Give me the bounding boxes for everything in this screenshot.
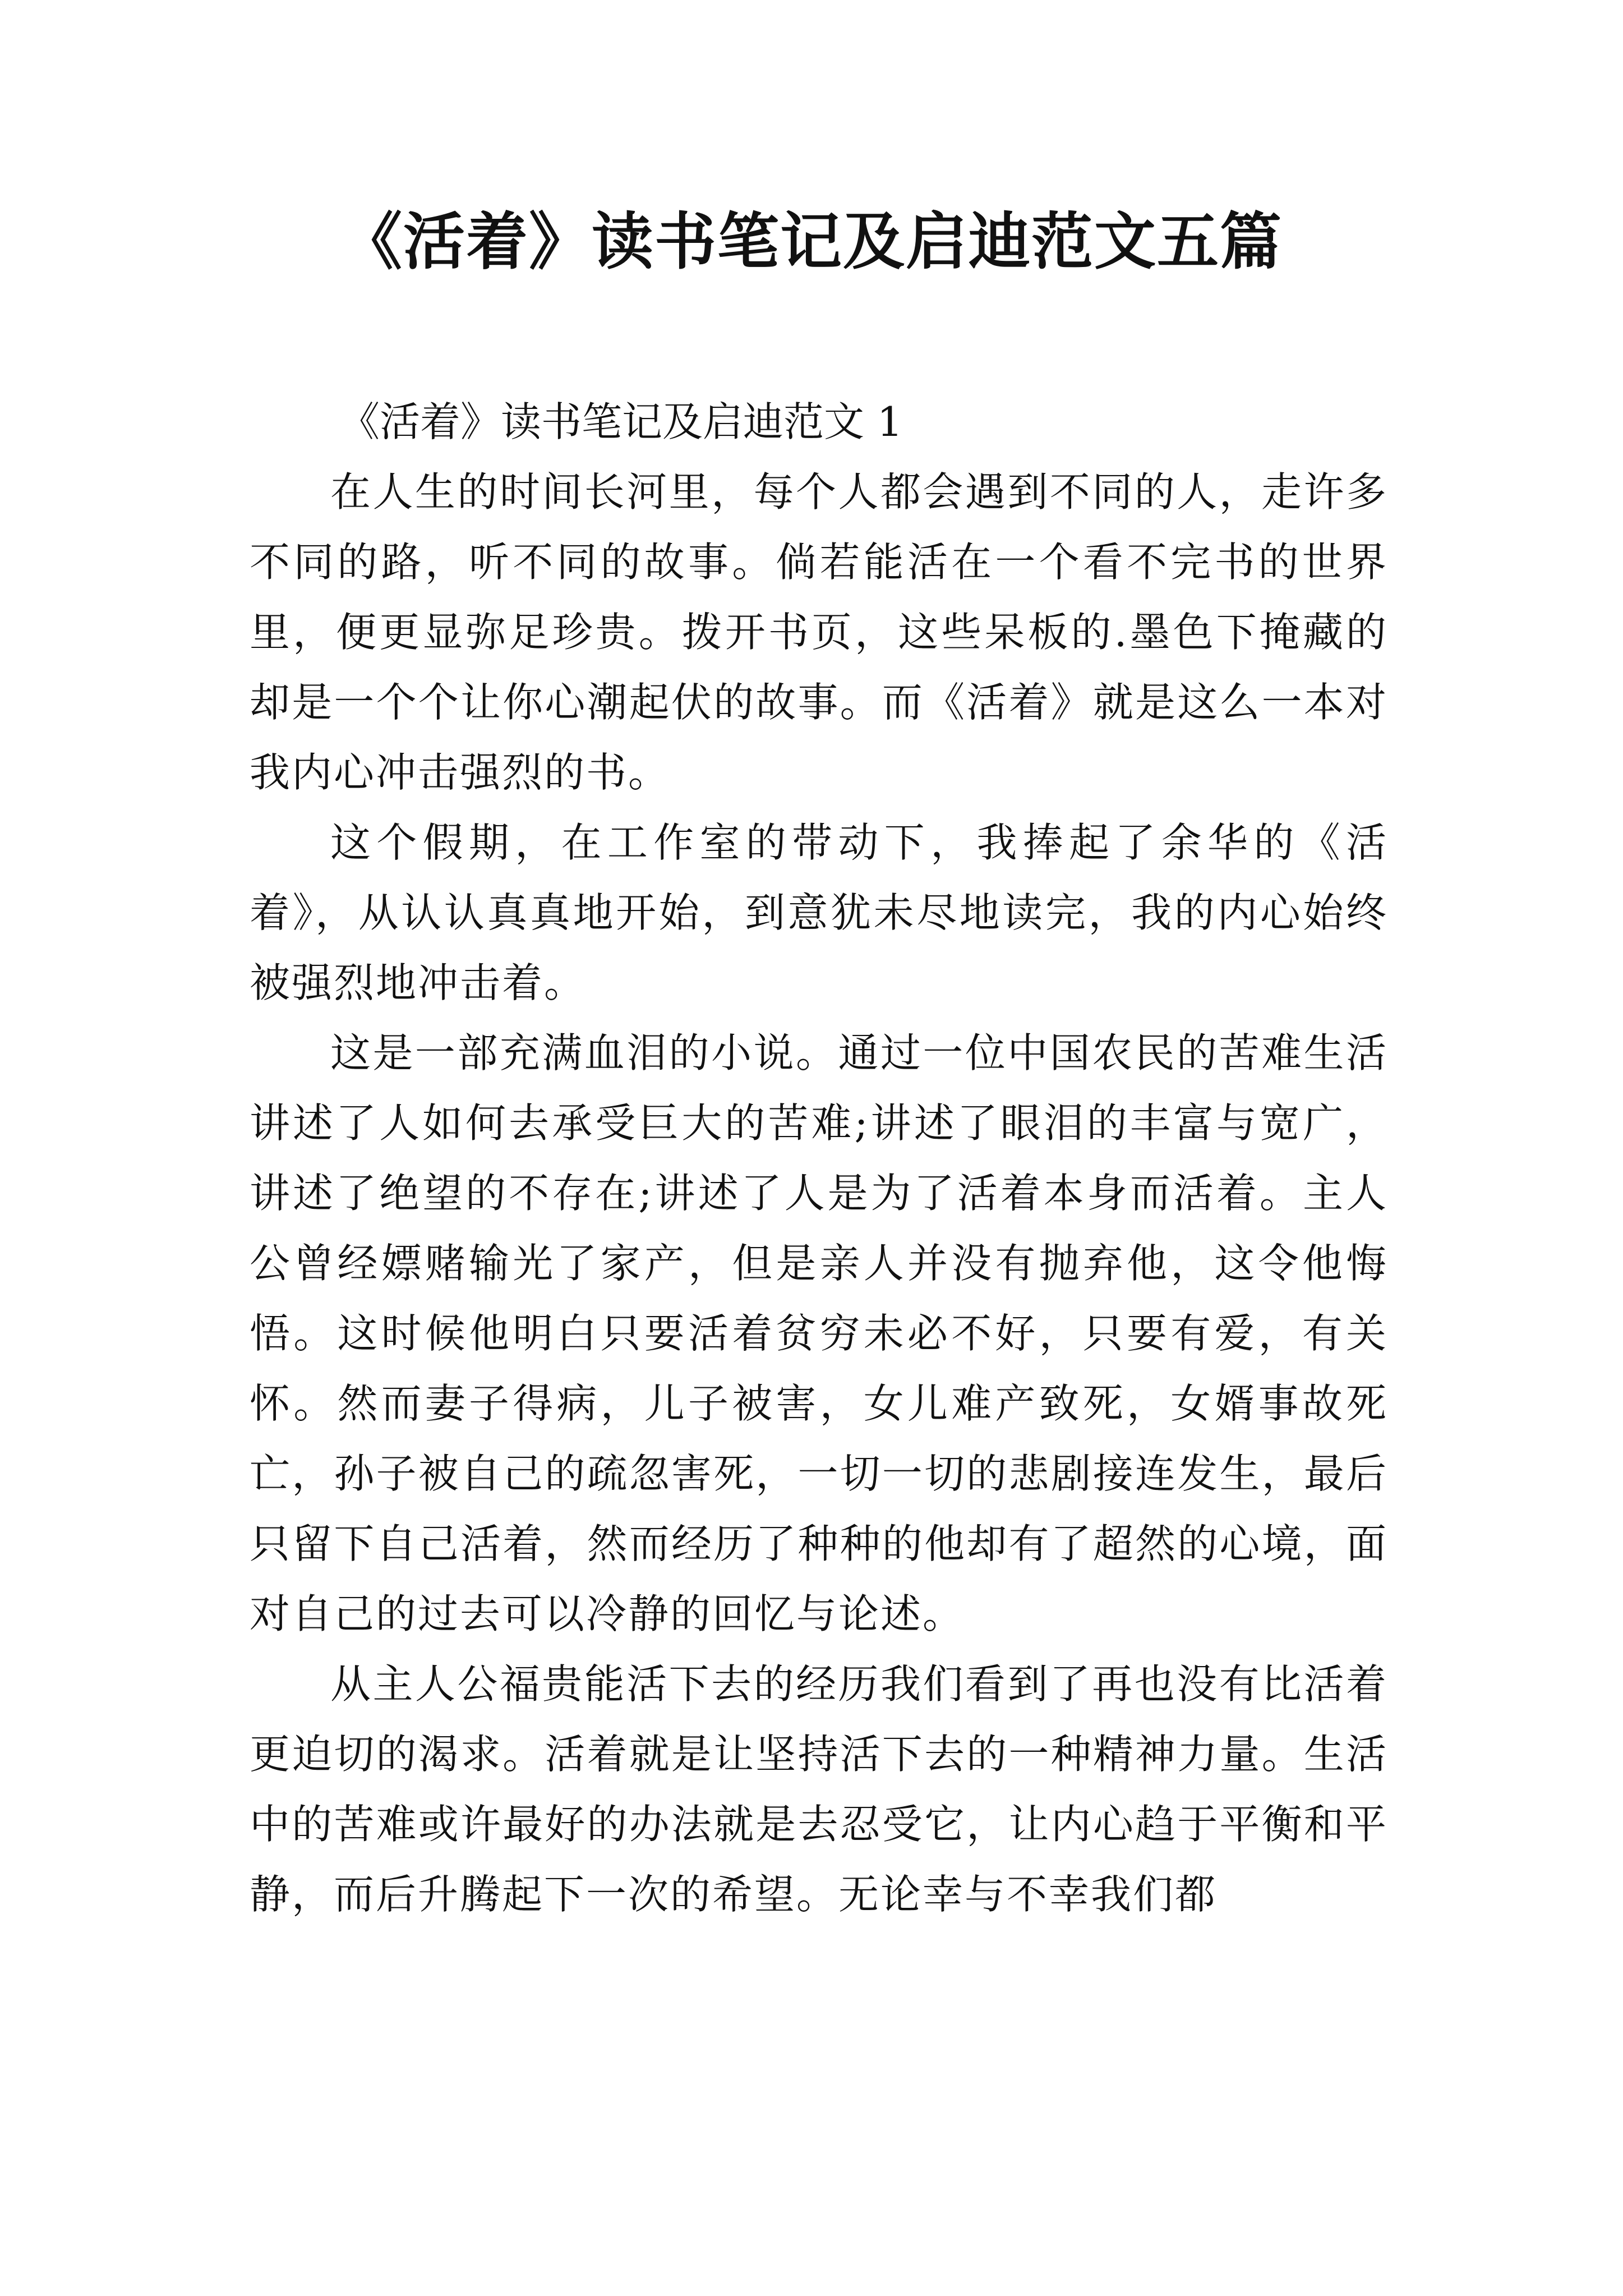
paragraph: 这个假期，在工作室的带动下，我捧起了余华的《活着》，从认认真真地开始，到意犹未尽地读完，我的内心始终被强烈地冲击着。	[250, 819, 1388, 1006]
section-heading: 《活着》读书笔记及启迪范文 1	[339, 398, 903, 445]
paragraph: 这是一部充满血泪的小说。通过一位中国农民的苦难生活讲述了人如何去承受巨大的苦难;讲述了眼泪的丰富与宽广，讲述了绝望的不存在;讲述了人是为了活着本身而活着。主人公曾经嫖赌输光了家产，但是亲人并没有抛弃他，这令他悔悟。这时候他明白只要活着贫穷未必不好，只要有爱，有关怀。然而妻子得病，儿子被害，女儿难产致死，女婿事故死亡，孙子被自己的疏忽害死，一切一切的悲剧接连发生，最后只留下自己活着，然而经历了种种的他却有了超然的心境，面对自己的过去可以冷静的回忆与论述。	[250, 1029, 1388, 1637]
document-body	[250, 387, 1388, 1930]
paragraph: 在人生的时间长河里，每个人都会遇到不同的人，走许多不同的路，听不同的故事。倘若能活在一个看不完书的世界里，便更显弥足珍贵。拨开书页，这些呆板的.墨色下掩藏的却是一个个让你心潮起伏的故事。而《活着》就是这么一本对我内心冲击强烈的书。	[250, 468, 1388, 796]
document-title: 《活着》读书笔记及启迪范文五篇	[340, 205, 1283, 278]
paragraph: 从主人公福贵能活下去的经历我们看到了再也没有比活着更迫切的渴求。活着就是让坚持活下去的一种精神力量。生活中的苦难或许最好的办法就是去忍受它，让内心趋于平衡和平静，而后升腾起下一次的希望。无论幸与不幸我们都	[250, 1660, 1388, 1918]
